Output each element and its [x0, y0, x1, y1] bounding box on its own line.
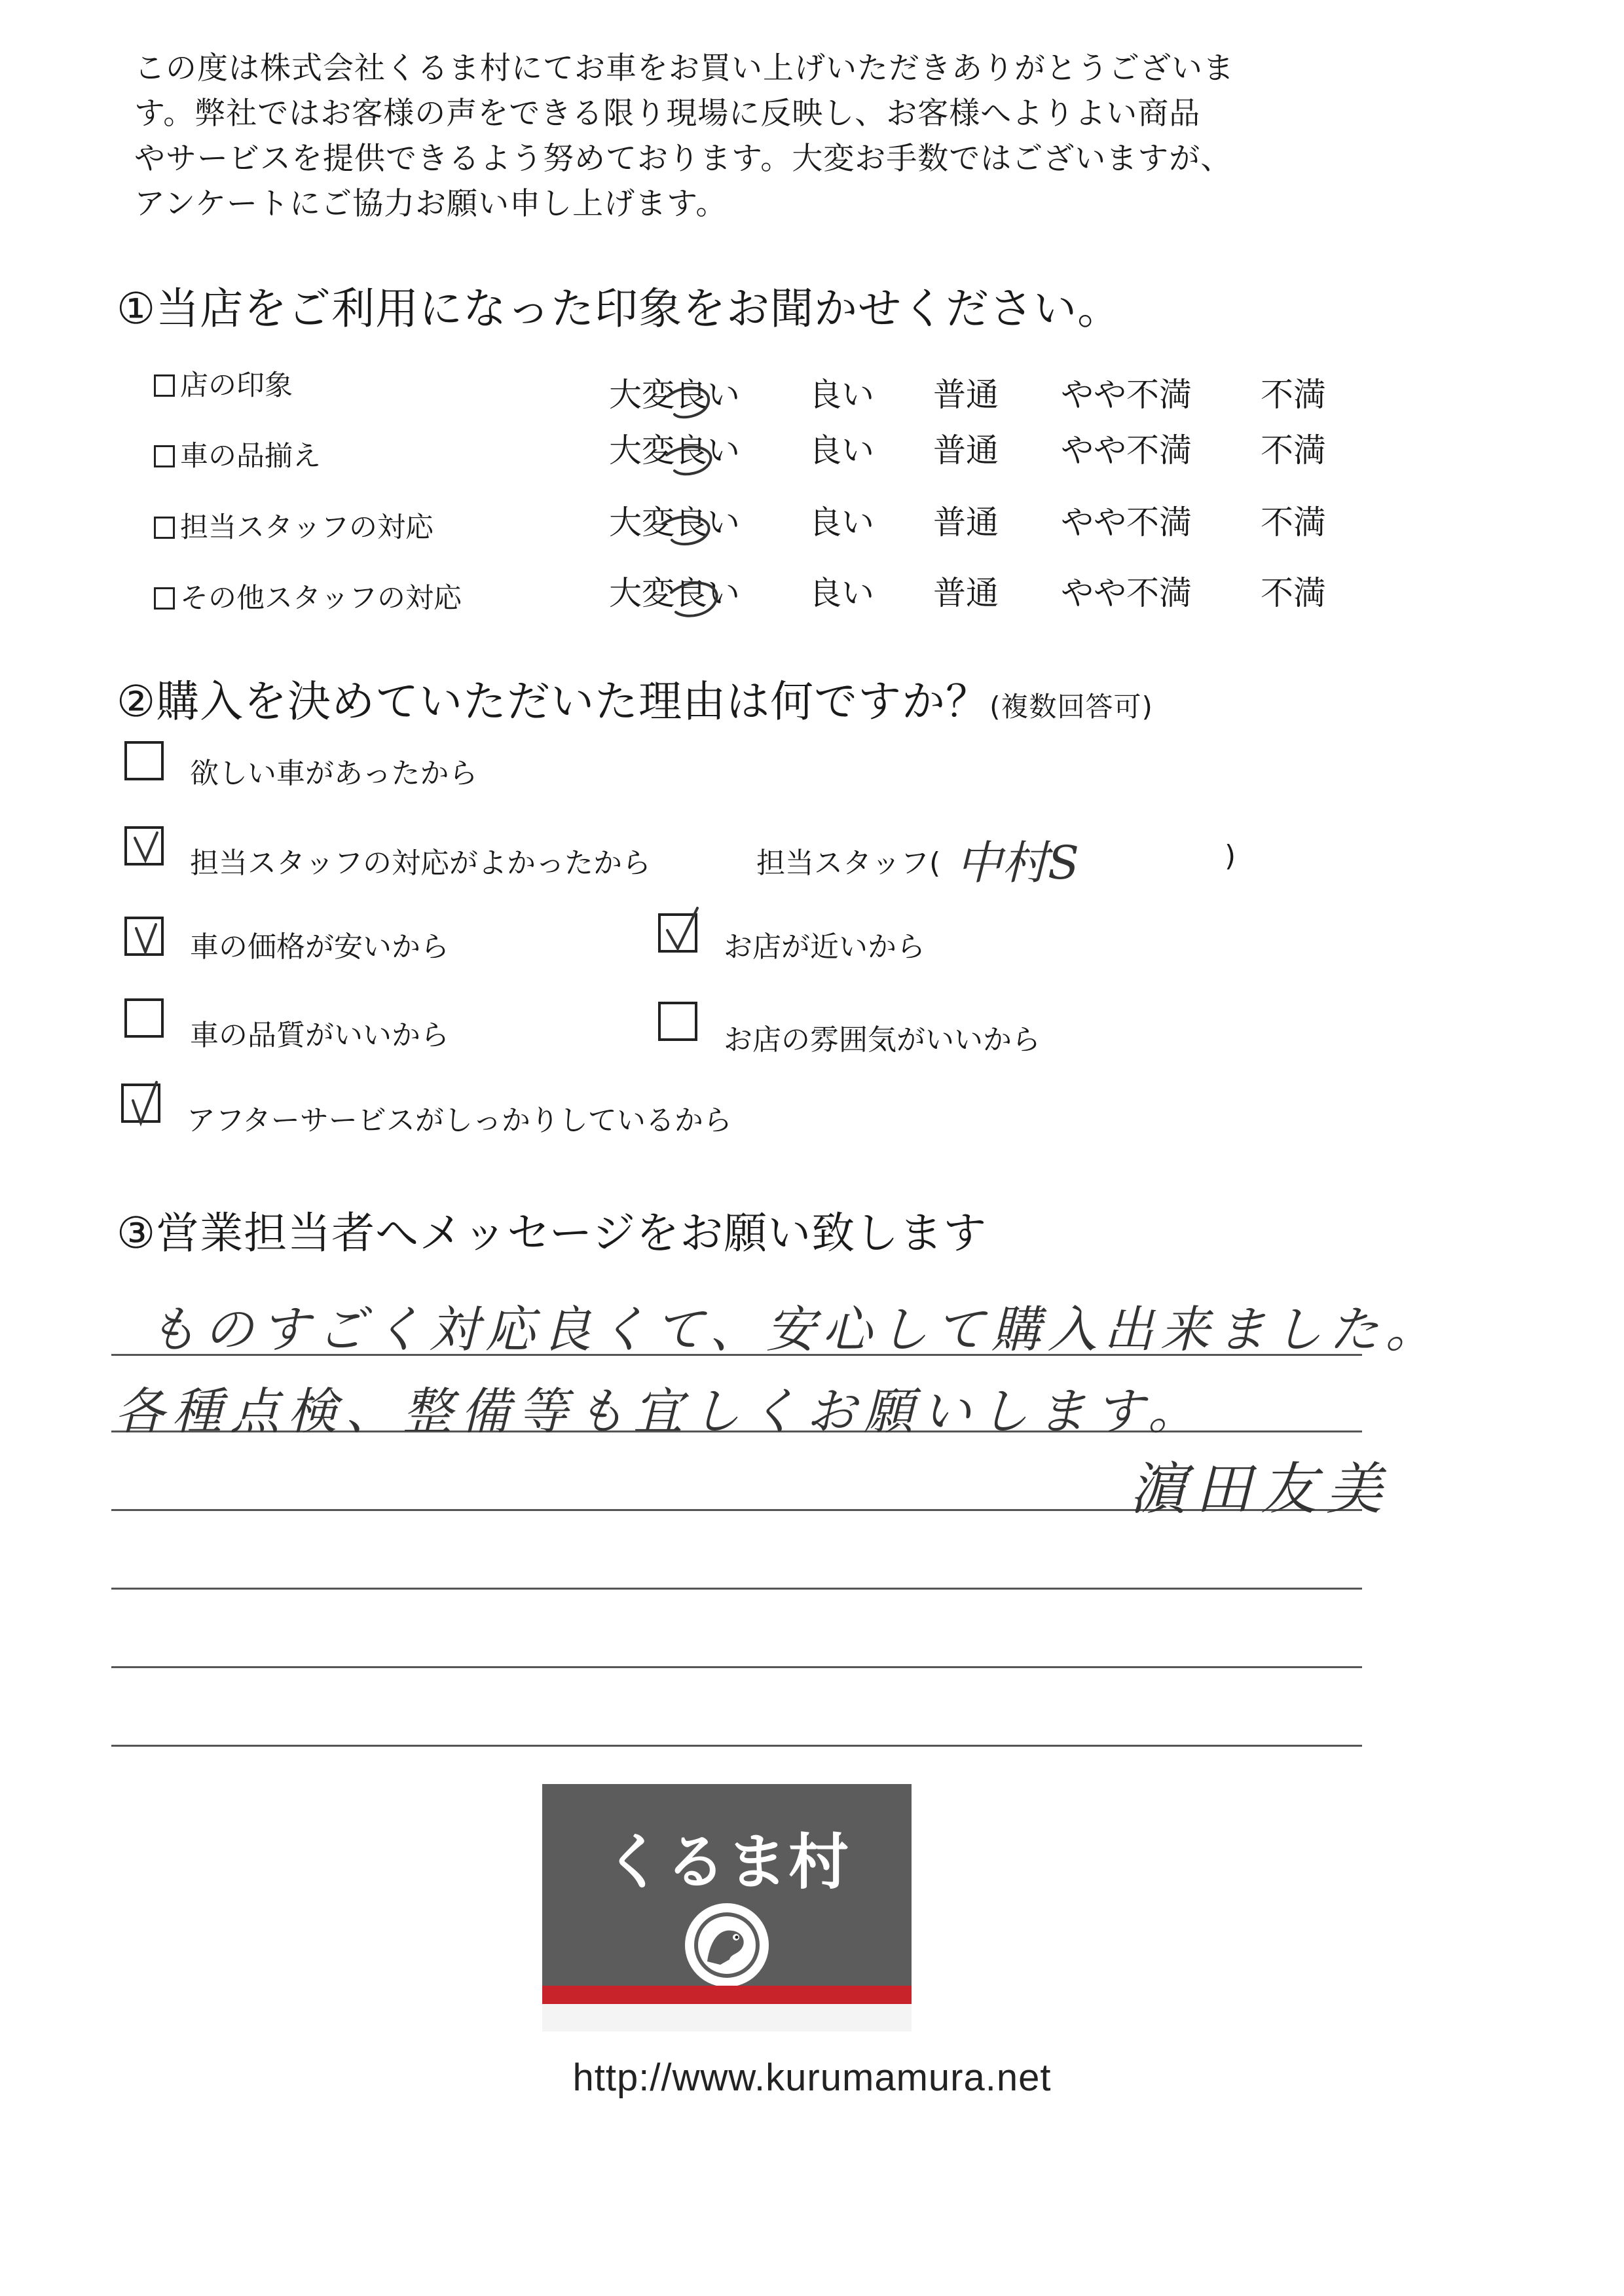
- circle-mark: [671, 583, 717, 616]
- option-very-good[interactable]: 大変良い: [609, 574, 740, 612]
- q2-title: ②購入を決めていただいた理由は何ですか？(複数回答可): [117, 676, 1153, 727]
- footer-url[interactable]: http://www.kurumamura.net: [572, 2056, 1052, 2099]
- q1-row-label: 車の品揃え: [154, 434, 321, 474]
- reason-label: お店の雰囲気がいいから: [724, 1023, 1041, 1057]
- handwritten-selection-marks: [648, 357, 747, 632]
- reason-checkbox-store-atmosphere[interactable]: [658, 1002, 697, 1041]
- reason-label: 担当スタッフの対応がよかったから: [190, 847, 651, 880]
- q3-title: ③営業担当者へメッセージをお願い致します: [117, 1208, 987, 1258]
- intro-line: す。弊社ではお客様の声をできる限り現場に反映し、お客様へよりよい商品: [134, 96, 1201, 132]
- logo-red-stripe: [542, 1986, 912, 2004]
- intro-paragraph: [134, 46, 1378, 227]
- option-dissatisfied[interactable]: 不満: [1261, 431, 1326, 469]
- check-mark-icon: [124, 1086, 163, 1125]
- circle-mark: [667, 447, 710, 475]
- reason-label: アフターサービスがしっかりしているから: [187, 1104, 732, 1137]
- q1-row-label: 担当スタッフの対応: [154, 505, 434, 545]
- option-somewhat-dissatisfied[interactable]: やや不満: [1061, 503, 1192, 541]
- option-very-good[interactable]: 大変良い: [609, 503, 740, 541]
- option-average[interactable]: 普通: [933, 503, 999, 541]
- q2-subtitle: (複数回答可): [989, 691, 1153, 723]
- option-somewhat-dissatisfied[interactable]: やや不満: [1061, 574, 1192, 612]
- option-good[interactable]: 良い: [809, 431, 874, 469]
- option-good[interactable]: 良い: [809, 574, 874, 612]
- message-line-rule: [111, 1745, 1362, 1747]
- reason-label: 車の価格が安いから: [190, 930, 449, 964]
- reason-label: お店が近いから: [724, 930, 925, 964]
- option-somewhat-dissatisfied[interactable]: やや不満: [1061, 431, 1192, 469]
- reason-checkbox-store-nearby[interactable]: [658, 913, 697, 953]
- logo-text: くるま村: [603, 1827, 850, 1897]
- intro-line: やサービスを提供できるよう努めております。大変お手数ではございますが、: [134, 141, 1232, 177]
- message-line-rule: [111, 1666, 1362, 1668]
- check-mark-icon: [661, 916, 700, 955]
- reason-checkbox-staff-response[interactable]: [124, 826, 164, 866]
- reason-label: 車の品質がいいから: [190, 1019, 449, 1052]
- q1-row-label: その他スタッフの対応: [154, 576, 462, 616]
- option-dissatisfied[interactable]: 不満: [1261, 376, 1326, 414]
- reason-checkbox-after-service[interactable]: [121, 1084, 160, 1123]
- circle-mark: [663, 517, 709, 544]
- option-average[interactable]: 普通: [933, 431, 999, 469]
- q1-title: ①当店をご利用になった印象をお聞かせください。: [117, 283, 1122, 334]
- q1-row-label: 店の印象: [154, 363, 293, 403]
- intro-line: この度は株式会社くるま村にてお車をお買い上げいただきありがとうございま: [134, 50, 1234, 86]
- option-dissatisfied[interactable]: 不満: [1261, 574, 1326, 612]
- option-good[interactable]: 良い: [809, 376, 874, 414]
- staff-name-handwritten: 中村S: [956, 836, 1079, 890]
- row-checkbox: [154, 517, 175, 539]
- reason-label: 欲しい車があったから: [190, 757, 478, 790]
- staff-name-close: ): [1225, 839, 1236, 873]
- signature-handwritten: 濵田友美: [1130, 1457, 1392, 1522]
- message-line-rule: [111, 1588, 1362, 1590]
- reason-checkbox-car-quality[interactable]: [124, 998, 164, 1038]
- option-very-good[interactable]: 大変良い: [609, 431, 740, 469]
- option-dissatisfied[interactable]: 不満: [1261, 503, 1326, 541]
- reason-checkbox-low-price[interactable]: [124, 917, 164, 956]
- staff-name-label: 担当スタッフ(: [756, 847, 941, 880]
- check-mark-icon: [127, 919, 166, 958]
- row-checkbox: [154, 445, 175, 467]
- message-handwritten-line: ものすごく対応良くて、安心して購入出来ました。: [147, 1300, 1442, 1358]
- circle-mark: [668, 388, 709, 418]
- option-average[interactable]: 普通: [933, 376, 999, 414]
- mascot-emblem-icon: [681, 1899, 773, 1991]
- reason-checkbox-wanted-car[interactable]: [124, 741, 164, 780]
- row-checkbox: [154, 587, 175, 610]
- option-good[interactable]: 良い: [809, 503, 874, 541]
- message-handwritten-line: 各種点検、整備等も宜しくお願いします。: [115, 1382, 1206, 1440]
- kurumamura-logo: [542, 1784, 912, 2032]
- logo-white-stripe: [542, 2004, 912, 2032]
- option-average[interactable]: 普通: [933, 574, 999, 612]
- check-mark-icon: [127, 829, 166, 868]
- row-checkbox: [154, 374, 175, 397]
- intro-line: アンケートにご協力お願い申し上げます。: [134, 186, 728, 222]
- option-somewhat-dissatisfied[interactable]: やや不満: [1061, 376, 1192, 414]
- option-very-good[interactable]: 大変良い: [609, 376, 740, 414]
